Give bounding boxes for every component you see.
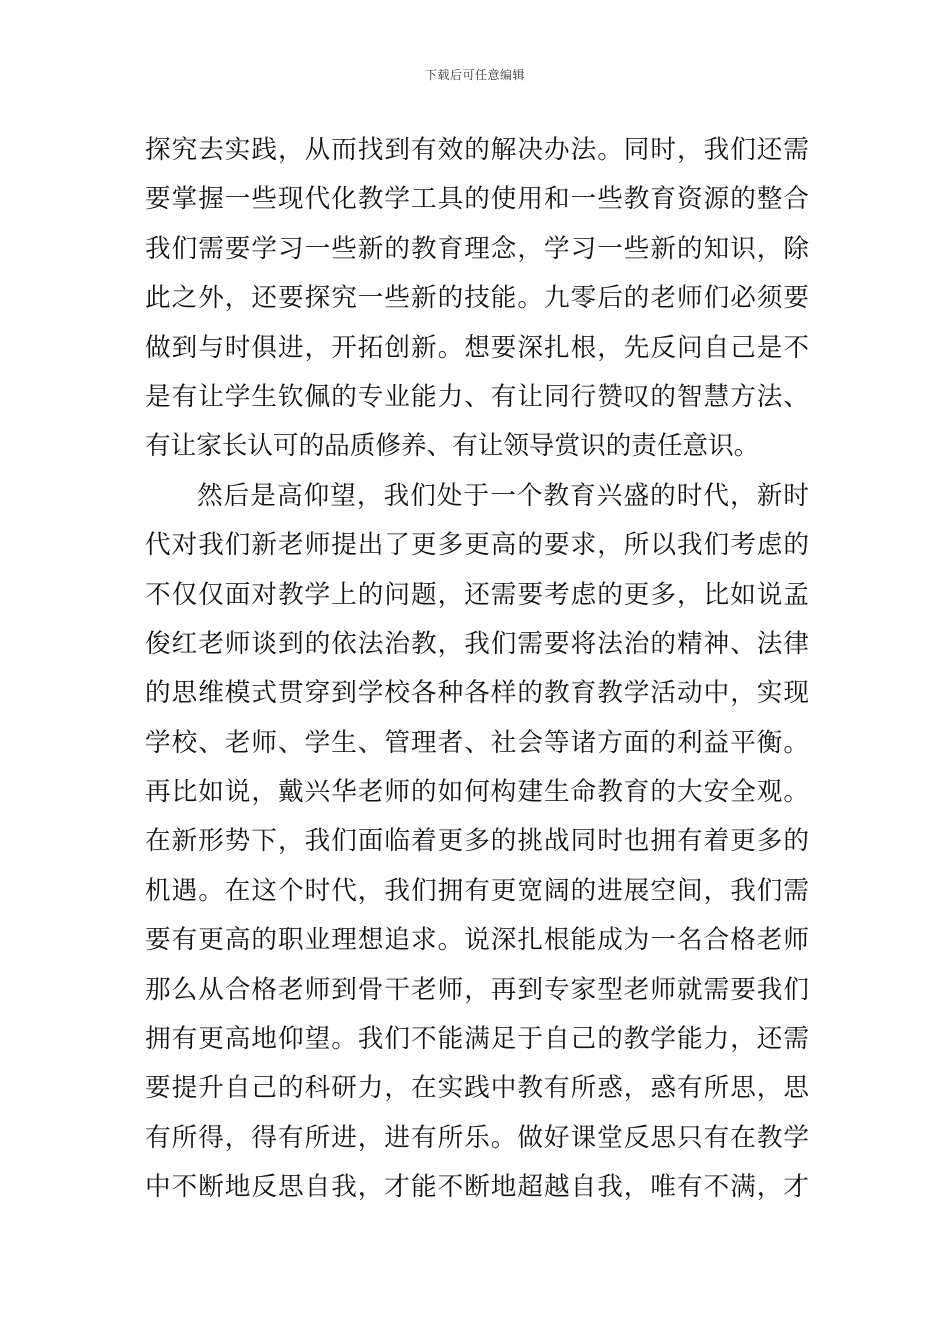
text-line: 有所得，得有所进，进有所乐。做好课堂反思只有在教学 [145, 1122, 809, 1153]
text-line: 要有更高的职业理想追求。说深扎根能成为一名合格老师 [145, 925, 809, 956]
text-line: 再比如说，戴兴华老师的如何构建生命教育的大安全观。 [145, 777, 809, 808]
document-body [145, 126, 809, 1213]
text-line: 在新形势下，我们面临着更多的挑战同时也拥有着更多的 [145, 826, 809, 857]
text-line: 拥有更高地仰望。我们不能满足于自己的教学能力，还需 [145, 1024, 809, 1055]
text-line: 学校、老师、学生、管理者、社会等诸方面的利益平衡。 [145, 727, 809, 758]
text-line: 俊红老师谈到的依法治教，我们需要将法治的精神、法律 [145, 628, 809, 659]
text-line: 我们需要学习一些新的教育理念，学习一些新的知识，除 [145, 233, 809, 264]
text-line: 做到与时俱进，开拓创新。想要深扎根，先反问自己是不 [145, 332, 809, 363]
text-line: 是有让学生钦佩的专业能力、有让同行赞叹的智慧方法、 [145, 381, 809, 412]
paragraph-start-line: 然后是高仰望，我们处于一个教育兴盛的时代，新时 [197, 480, 809, 511]
text-line: 不仅仅面对教学上的问题，还需要考虑的更多，比如说孟 [145, 579, 809, 610]
text-line: 此之外，还要探究一些新的技能。九零后的老师们必须要 [145, 283, 809, 314]
text-line: 代对我们新老师提出了更多更高的要求，所以我们考虑的 [145, 530, 809, 561]
page-header: 下载后可任意编辑 [424, 68, 525, 82]
text-line: 要提升自己的科研力，在实践中教有所惑，惑有所思，思 [145, 1073, 809, 1104]
text-line: 要掌握一些现代化教学工具的使用和一些教育资源的整合 [145, 184, 809, 215]
text-line: 探究去实践，从而找到有效的解决办法。同时，我们还需 [145, 135, 809, 165]
text-line: 那么从合格老师到骨干老师，再到专家型老师就需要我们 [145, 974, 809, 1005]
text-line: 中不断地反思自我，才能不断地超越自我，唯有不满，才 [145, 1172, 809, 1203]
text-line: 有让家长认可的品质修养、有让领导赏识的责任意识。 [145, 431, 760, 462]
text-line: 机遇。在这个时代，我们拥有更宽阔的进展空间，我们需 [145, 875, 809, 906]
text-line: 的思维模式贯穿到学校各种各样的教育教学活动中，实现 [145, 678, 809, 709]
